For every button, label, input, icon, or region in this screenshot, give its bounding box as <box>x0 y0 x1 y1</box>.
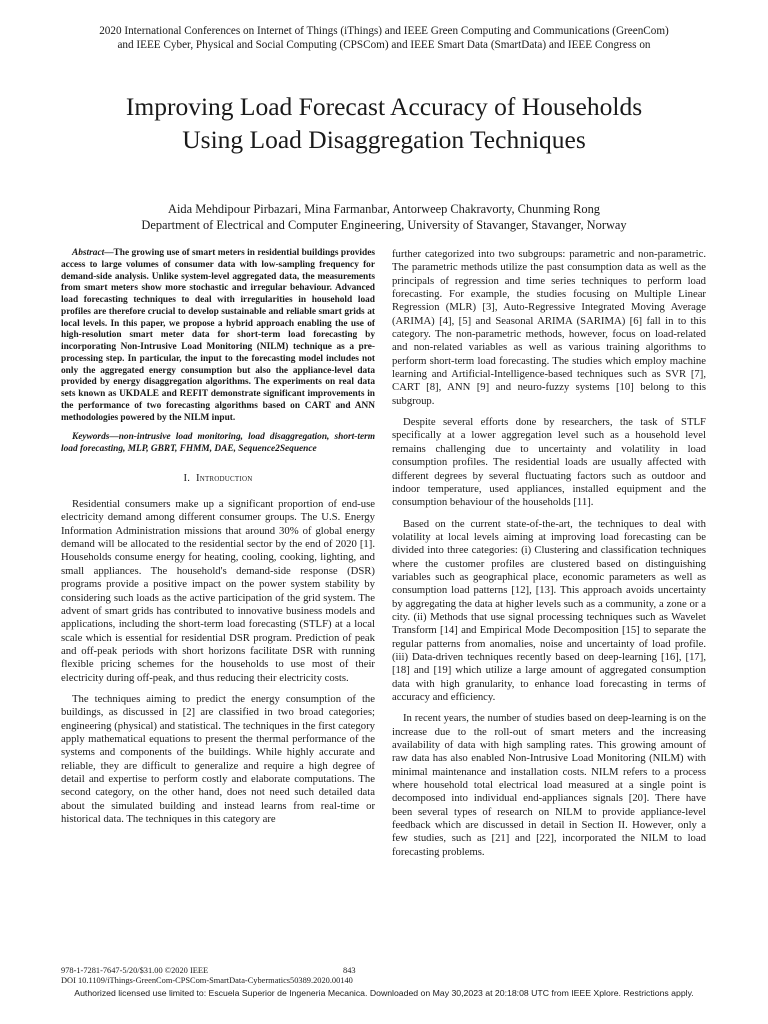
keywords-lead: Keywords <box>72 432 110 443</box>
paragraph: Residential consumers make up a significant proportion of end-use electricity demand among different consumer groups. The U.S. Energy Information Administration missions that around 30% of global energy demand will be allocated to the residential sector by the end of 2020 [1]. Households consume energy for heating, cooling, cooking, lighting, and small appliances. The household's demand-side response (DSR) programs provide a positive impact on the power system stability by considering such loads as the active participation of the grid system. The advent of smart grids has contributed to innovative business models and applications, including the short-term load forecasting (STLF) at a local scale which is essential for residential DSR program. Prediction of peak and off-peak periods with short horizons facilitate DSR with running flexible pricing schemes for the households to use most of their electricity during off-peak, and thus reducing their electricity costs. <box>61 498 375 684</box>
paragraph: In recent years, the number of studies based on deep-learning is on the increase due to the roll-out of smart meters and the increasing availability of data with high sampling rates. This growing amount of raw data has also enabled Non-Intrusive Load Monitoring (NILM) with minimal maintenance and installation costs. NILM refers to a process where household total electrical load measured at a single point is decomposed into individual end-appliances signals [20]. There have been several types of research on NILM to provide appliance-level feedback which are discussed in detail in Section II. However, only a few studies, such as [21] and [22], incorporated the NILM to load forecasting problems. <box>392 712 706 858</box>
left-column <box>61 248 375 826</box>
title-line-1: Improving Load Forecast Accuracy of Households <box>125 92 643 121</box>
section-number: I. <box>183 471 191 484</box>
footer-doi: DOI 10.1109/iThings-GreenCom-CPSCom-SmartData-Cybermatics50389.2020.00140 <box>61 976 353 985</box>
section-title: Introduction <box>195 471 253 484</box>
footer-isbn: 978-1-7281-7647-5/20/$31.00 ©2020 IEEE <box>61 966 209 975</box>
page-number: 843 <box>343 966 356 975</box>
conference-line-1: 2020 International Conferences on Internet of Things (iThings) and IEEE Green Computing and Communications (GreenCom) <box>99 25 669 37</box>
abstract <box>61 248 375 424</box>
conference-header <box>30 24 738 52</box>
footer-isbn-line <box>61 966 721 976</box>
paragraph: The techniques aiming to predict the energy consumption of the buildings, as discussed in [2] are classified in two broad categories; engineering (physical) and statistical. The techniques in the first category apply mathematical equations to present the thermal performance of the systems and components of the buildings. While highly accurate and reliable, they are difficult to generalize and require a high degree of detail and expertise to perform costly and elaborate computations. The second category, on the other hand, does not need such detailed data about the simulated building and instead learns from real-time or historical data. The techniques in this category are <box>61 692 375 825</box>
paper-title <box>30 90 738 156</box>
author-names: Aida Mehdipour Pirbazari, Mina Farmanbar, Antorweep Chakravorty, Chunming Rong <box>168 202 600 216</box>
paragraph: Despite several efforts done by researchers, the task of STLF specifically at a lower aggregation level such as a household level remains challenging due to uncertainty and volatility in load consumption profiles. The residential loads are usually affected with different degrees by several fluctuating factors such as outdoor and indoor temperature, used appliances, installed equipment and the consumption behaviour of the households [11]. <box>392 416 706 509</box>
abstract-lead: Abstract <box>72 248 105 258</box>
abstract-text: —The growing use of smart meters in residential buildings provides access to large volumes of consumer data with low-sampling frequency for demand-side analysis. Unlike system-level aggregated data, the measurements from smart meters show more stochastic and irregular behaviour. Advanced load forecasting techniques to deal with irregularities in household load profiles are therefore crucial to develop sustainable and reliable smart grids at local levels. In this paper, we propose a hybrid approach enabling the use of high-resolution smart meter data for short-term load forecasting by incorporating Non-Intrusive Load Monitoring (NILM) technique as a pre-processing step. In particular, the input to the forecasting model includes not only the aggregated energy consumption but also the appliance-level data provided by energy disaggregation algorithms. The experiments on real data sets known as UKDALE and REFIT demonstrate significant improvements in the performance of two forecasting algorithms based on CART and ANN methodologies powered by the NILM input. <box>61 248 375 423</box>
page-footer <box>61 966 721 986</box>
right-column <box>392 248 706 859</box>
conference-line-2: and IEEE Cyber, Physical and Social Computing (CPSCom) and IEEE Smart Data (SmartData) and IEEE Congress on <box>117 39 651 52</box>
paragraph: Based on the current state-of-the-art, the techniques to deal with volatility at local levels aiming at improving load forecasting can be divided into three categories: (i) Clustering and classification techniques where the customer profiles are clustered based on distinguishing variables such as geographical place, economic parameters as well as consumption load patterns [12], [13]. This approach avoids uncertainty by aggregating the data at higher levels such as a community, a zone or a city. (ii) Methods that use signal processing techniques such as Wavelet Transform [14] and Empirical Mode Decomposition [15] to separate the regular patterns from anomalies, noise and uncertainty of load profile. (iii) Data-driven techniques recently based on deep-learning [16], [17], [18] and [19] which utilize a large amount of aggregated consumption data with high granularity, to enhance load forecasting in terms of accuracy and efficiency. <box>392 517 706 703</box>
keywords-text: —non-intrusive load monitoring, load disaggregation, short-term load forecasting, MLP, GBRT, FHMM, DAE, Sequence2Sequence <box>61 432 375 454</box>
author-affiliation: Department of Electrical and Computer Engineering, University of Stavanger, Stavanger, Norway <box>141 218 627 232</box>
license-notice: Authorized licensed use limited to: Escuela Superior de Ingeneria Mecanica. Downloaded on May 30,2023 at 20:18:08 UTC from IEEE Xplore. Restrictions apply. <box>74 988 694 998</box>
keywords <box>61 432 375 456</box>
paragraph: further categorized into two subgroups: parametric and non-parametric. The parametric methods utilize the past consumption data as well as the principals of regression and time series techniques to perform load forecasting. For example, the studies focusing on Multiple Linear Regression (MLR) [3], Auto-Regressive Integrated Moving Average (ARIMA) [4], [5] and Seasonal ARIMA (SARIMA) [6] fall in to this category. The non-parametric methods, however, focus on load-related and non-related variables as well as various training algorithms to perform short-term load forecasting. The studies which employ machine learning and Artificial-Intelligence-based techniques such as SVR [7], CART [8], ANN [9] and neuro-fuzzy systems [10] belong to this subgroup. <box>392 248 706 407</box>
title-line-2: Using Load Disaggregation Techniques <box>182 125 586 154</box>
section-heading <box>61 472 375 485</box>
author-block <box>30 201 738 233</box>
